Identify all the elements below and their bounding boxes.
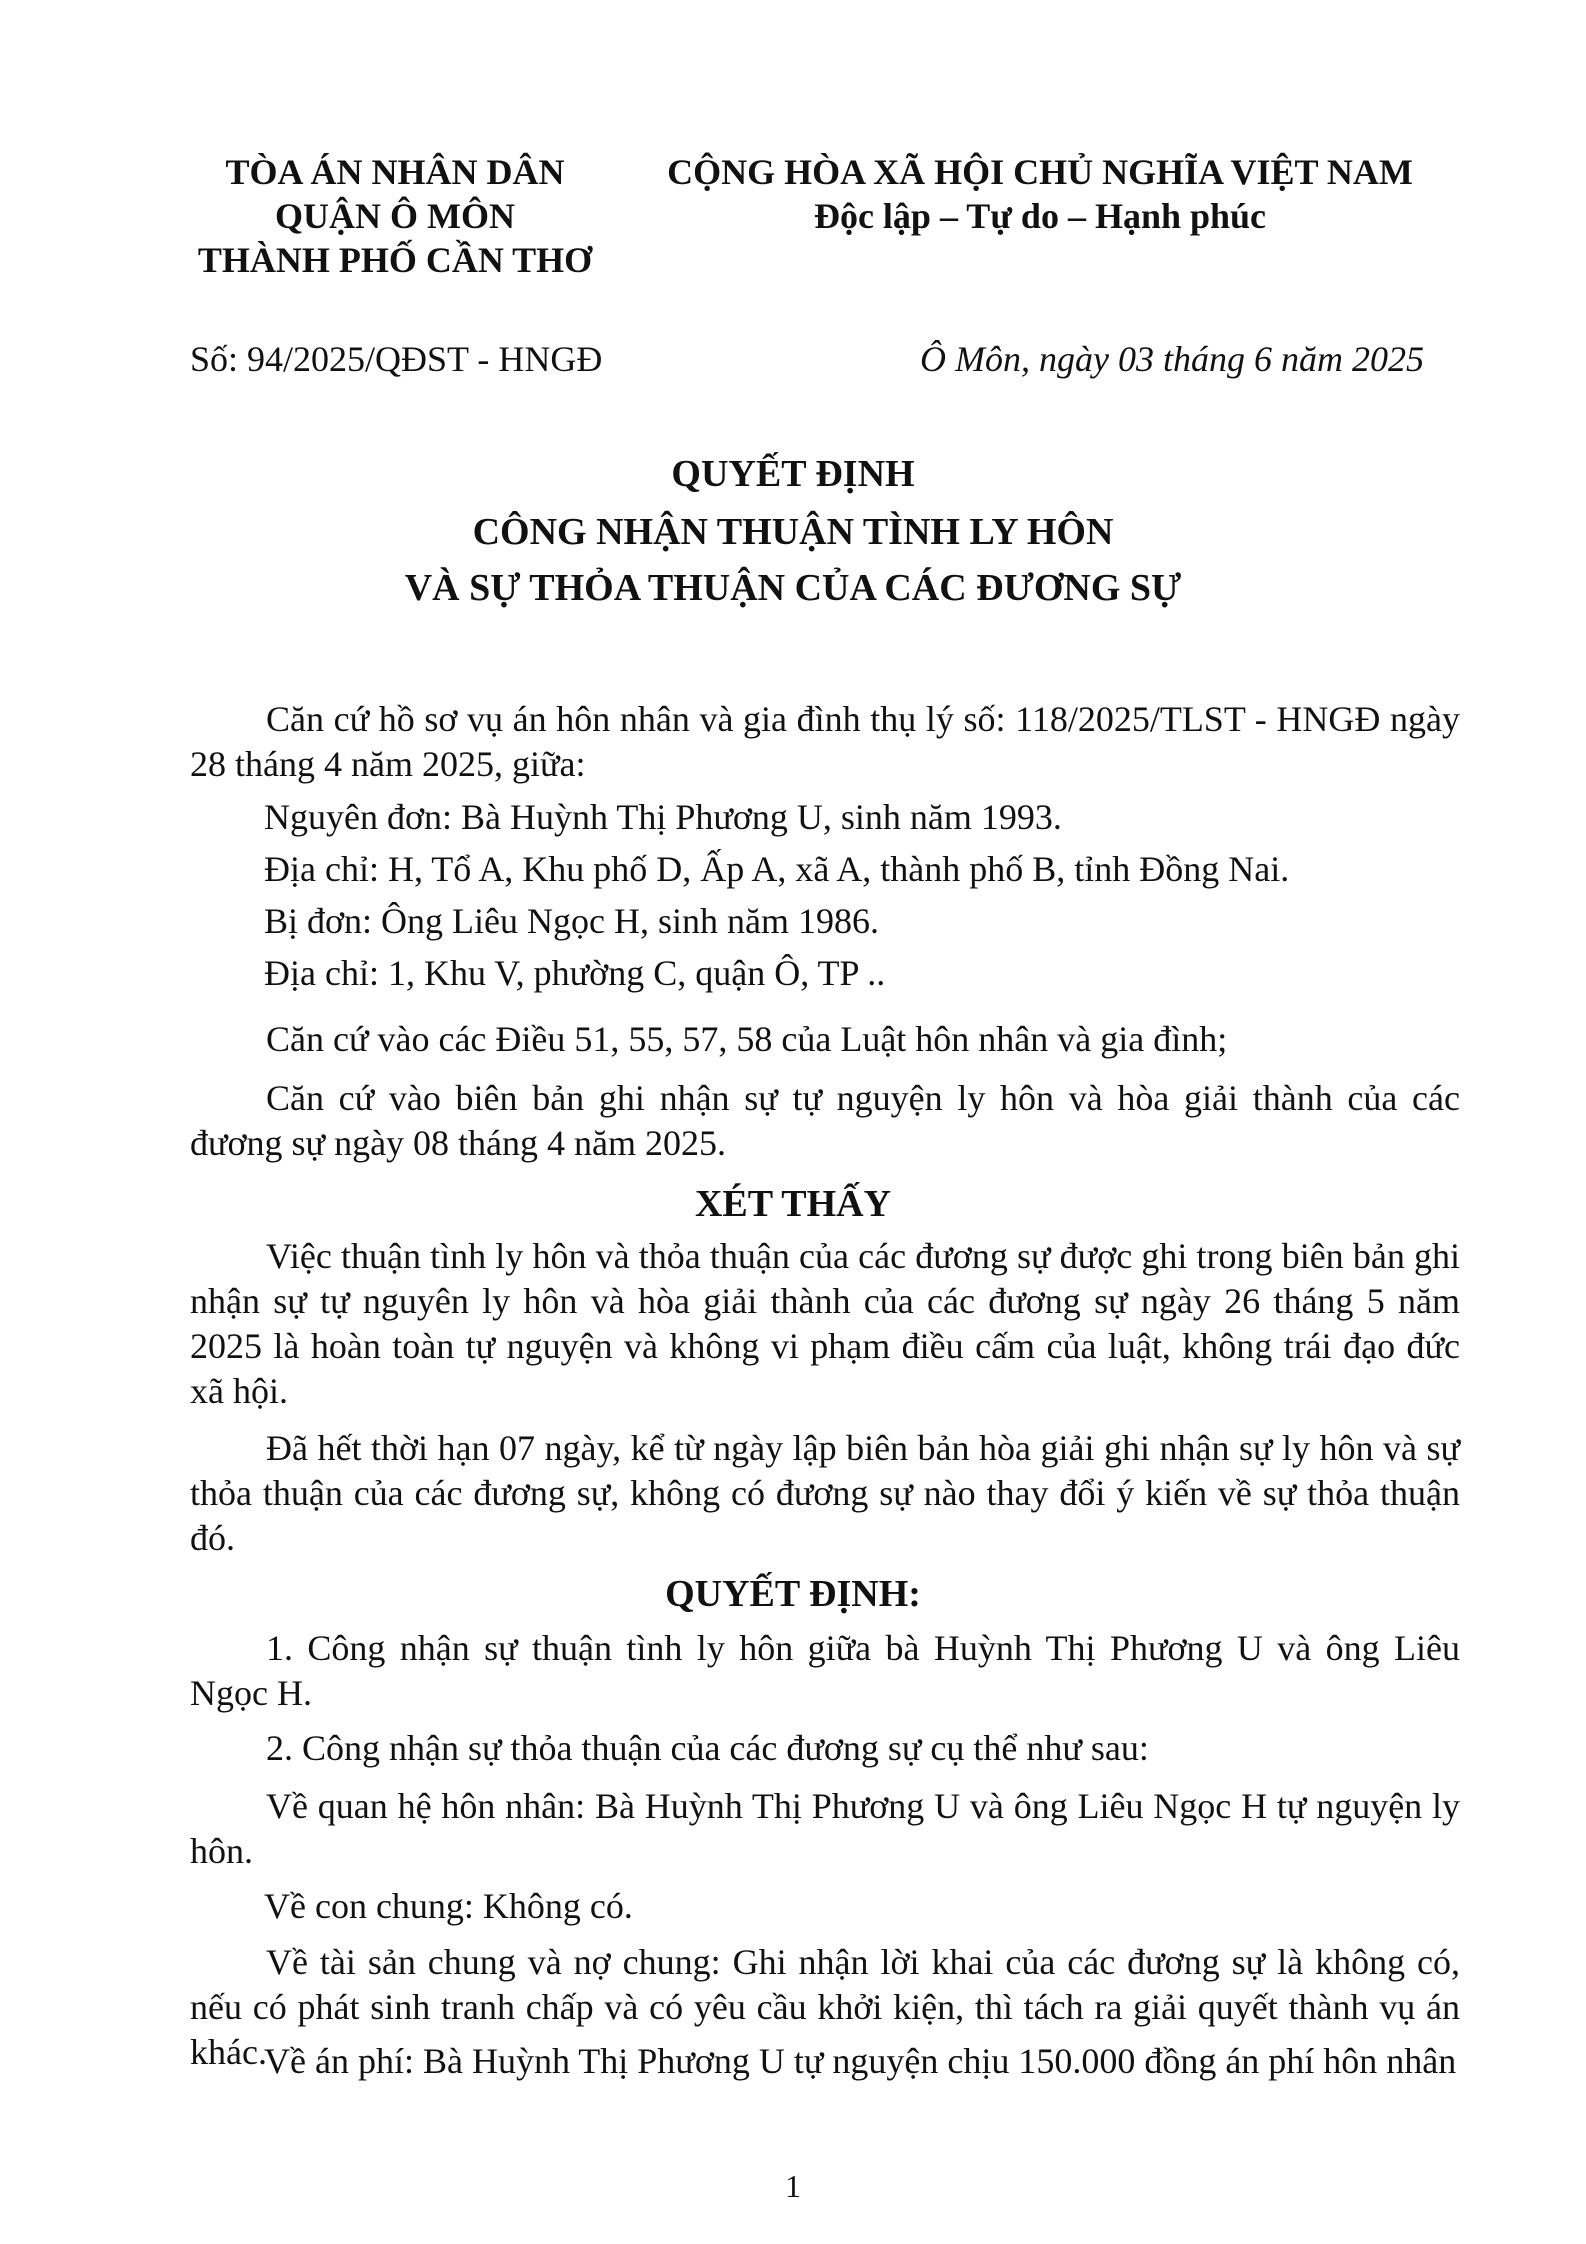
case-basis-paragraph: Căn cứ hồ sơ vụ án hôn nhân và gia đình thụ lý số: 118/2025/TLST - HNGĐ ngày 28 tháng 4 năm 2025, giữa:: [190, 699, 1460, 784]
document-subtitle-2: VÀ SỰ THỎA THUẬN CỦA CÁC ĐƯƠNG SỰ: [404, 567, 1182, 609]
court-name-block: [180, 150, 610, 282]
findings-heading: XÉT THẤY: [694, 1183, 892, 1225]
national-motto: Độc lập – Tự do – Hạnh phúc: [813, 196, 1267, 236]
court-district-line: QUẬN Ô MÔN: [275, 196, 515, 236]
court-city-line: THÀNH PHỐ CẦN THƠ: [197, 240, 593, 280]
defendant-address-line: Địa chỉ: 1, Khu V, phường C, quận Ô, TP ..: [264, 953, 886, 993]
record-basis-paragraph: Căn cứ vào biên bản ghi nhận sự tự nguyện ly hôn và hòa giải thành của các đương sự ngày 08 tháng 4 năm 2025.: [190, 1078, 1460, 1163]
decision-heading: QUYẾT ĐỊNH:: [665, 1573, 921, 1615]
plaintiff-line: Nguyên đơn: Bà Huỳnh Thị Phương U, sinh năm 1993.: [264, 797, 1062, 837]
marriage-clause: Về quan hệ hôn nhân: Bà Huỳnh Thị Phương U và ông Liêu Ngọc H tự nguyện ly hôn.: [190, 1786, 1460, 1871]
decision-item-2: 2. Công nhận sự thỏa thuận của các đương sự cụ thể như sau:: [266, 1728, 1149, 1768]
national-motto-block: [640, 150, 1440, 238]
country-name: CỘNG HÒA XÃ HỘI CHỦ NGHĨA VIỆT NAM: [667, 152, 1413, 192]
place-date: Ô Môn, ngày 03 tháng 6 năm 2025: [920, 339, 1424, 379]
children-clause: Về con chung: Không có.: [264, 1886, 633, 1926]
document-title: QUYẾT ĐỊNH: [671, 453, 915, 495]
decision-item-1: 1. Công nhận sự thuận tình ly hôn giữa bà Huỳnh Thị Phương U và ông Liêu Ngọc H.: [190, 1628, 1460, 1713]
fees-clause: Về án phí: Bà Huỳnh Thị Phương U tự nguyện chịu 150.000 đồng án phí hôn nhân: [264, 2041, 1457, 2081]
court-name-line: TÒA ÁN NHÂN DÂN: [225, 152, 565, 192]
page-number: 1: [785, 2168, 801, 2204]
findings-paragraph-1: Việc thuận tình ly hôn và thỏa thuận của các đương sự được ghi trong biên bản ghi nhận sự tự nguyên ly hôn và hòa giải thành của các đương sự ngày 26 tháng 5 năm 2025 là hoàn toàn tự nguyện và không vi phạm điều cấm của luật, không trái đạo đức xã hội.: [190, 1236, 1460, 1411]
plaintiff-address-line: Địa chỉ: H, Tổ A, Khu phố D, Ấp A, xã A, thành phố B, tỉnh Đồng Nai.: [264, 849, 1290, 889]
findings-paragraph-2: Đã hết thời hạn 07 ngày, kể từ ngày lập biên bản hòa giải ghi nhận sự ly hôn và sự thỏa thuận của các đương sự, không có đương sự nào thay đổi ý kiến về sự thỏa thuận đó.: [190, 1428, 1460, 1558]
property-clause: Về tài sản chung và nợ chung: Ghi nhận lời khai của các đương sự là không có, nếu có phát sinh tranh chấp và có yêu cầu khởi kiện, thì tách ra giải quyết thành vụ án khác.: [190, 1942, 1460, 2072]
document-subtitle-1: CÔNG NHẬN THUẬN TÌNH LY HÔN: [472, 511, 1114, 553]
legal-basis-line: Căn cứ vào các Điều 51, 55, 57, 58 của Luật hôn nhân và gia đình;: [266, 1019, 1228, 1059]
defendant-line: Bị đơn: Ông Liêu Ngọc H, sinh năm 1986.: [264, 901, 879, 941]
document-number: Số: 94/2025/QĐST - HNGĐ: [190, 339, 603, 379]
